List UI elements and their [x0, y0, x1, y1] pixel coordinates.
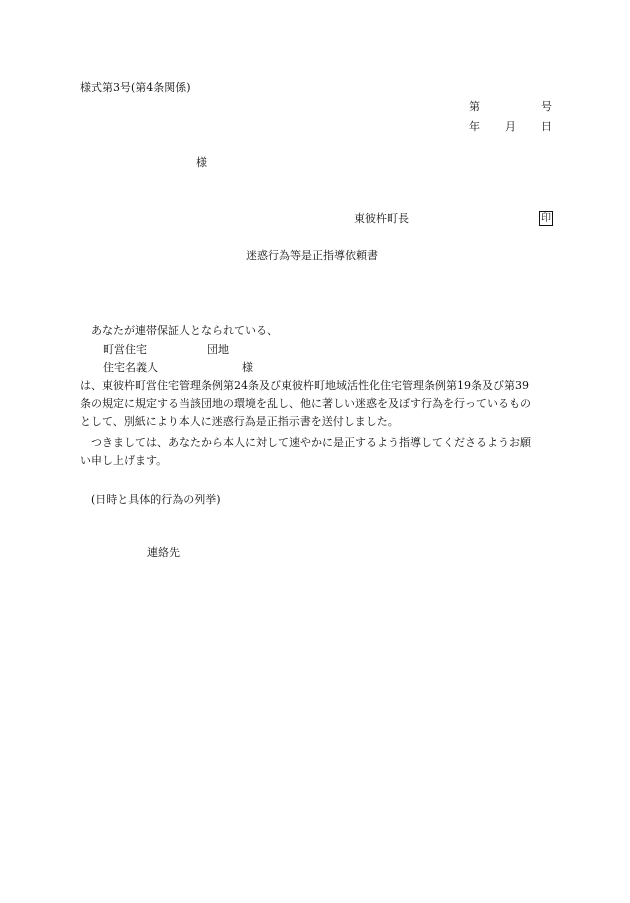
tenant-honorific: 様: [242, 361, 253, 374]
body-intro: あなたが連帯保証人となられている、: [91, 324, 278, 337]
tenant-label: 住宅名義人: [103, 361, 158, 374]
request-paragraph-line: い申し上げます。: [80, 454, 168, 467]
addressee-honorific: 様: [196, 156, 207, 169]
housing-label: 町営住宅: [103, 343, 147, 356]
date-day-label: 日: [541, 120, 552, 133]
seal-mark: 印: [541, 213, 551, 224]
date-month-label: 月: [505, 120, 516, 133]
document-number-prefix: 第: [469, 100, 480, 113]
details-note: (日時と具体的行為の列挙): [91, 493, 221, 506]
date-year-label: 年: [469, 120, 480, 133]
document-number-suffix: 号: [541, 100, 552, 113]
request-paragraph-line: つきましては、あなたから本人に対して速やかに是正するよう指導してくださるようお願: [91, 436, 531, 449]
danchi-label: 団地: [207, 343, 229, 356]
sender-title: 東彼杵町長: [354, 212, 409, 225]
form-number: 様式第3号(第4条関係): [80, 81, 191, 94]
body-paragraph-line: 条の規定に規定する当該団地の環境を乱し、他に著しい迷惑を及ぼす行為を行っているもの: [80, 397, 531, 410]
body-paragraph-line: として、別紙により本人に迷惑行為是正指示書を送付しました。: [80, 415, 399, 428]
document-title: 迷惑行為等是正指導依頼書: [246, 249, 378, 262]
body-paragraph-line: は、東彼杵町営住宅管理条例第24条及び東彼杵町地域活性化住宅管理条例第19条及び第39: [80, 379, 529, 392]
contact-label: 連絡先: [147, 546, 180, 559]
